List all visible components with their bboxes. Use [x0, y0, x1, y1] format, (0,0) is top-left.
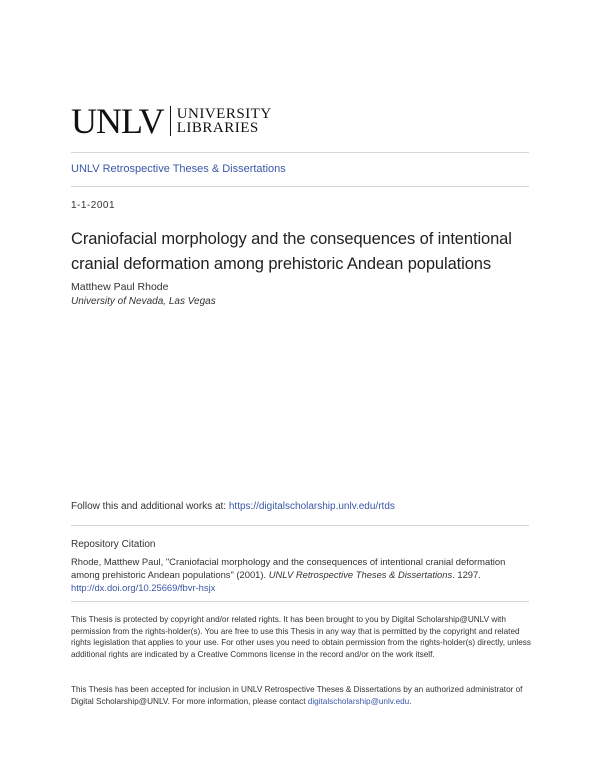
unlv-libraries-logo: [71, 101, 272, 141]
acceptance-end: .: [409, 696, 412, 706]
citation-heading: Repository Citation: [71, 539, 156, 550]
follow-works: [71, 501, 395, 512]
rights-statement: This Thesis is protected by copyright and/or related rights. It has been brought to you by Digital Scholarship@UNLV with permission from the rights-holder(s). You are free to use this Thesis in any way that is permitted by the copyright and related rights legislation that applies to your use. For other uses you need to obtain permission from the rights-holder(s) directly, unless additional rights are indicated by a Creative Commons license in the record and/or on the work itself.: [71, 615, 531, 659]
citation-main: Rhode, Matthew Paul, "Craniofacial morphology and the consequences of intentional cranial deformation among prehistoric Andean populations" (2001).: [71, 556, 506, 580]
divider-collection: [71, 186, 529, 187]
thesis-title: Craniofacial morphology and the consequences of intentional cranial deformation among prehistoric Andean populations: [71, 230, 512, 273]
follow-text: Follow this and additional works at:: [71, 501, 229, 512]
acceptance-text: This Thesis has been accepted for inclusion in UNLV Retrospective Theses & Dissertations by an authorized administrator of Digital Scholarship@UNLV. For more information, please contact: [71, 685, 523, 706]
logo-line-university: UNIVERSITY: [176, 106, 272, 122]
author-affiliation: University of Nevada, Las Vegas: [71, 296, 216, 307]
citation-number: . 1297.: [452, 569, 481, 580]
logo-line-libraries: LIBRARIES: [176, 120, 259, 136]
logo-wordmark: UNLV: [71, 101, 164, 141]
citation-text: [71, 555, 531, 594]
citation-series: UNLV Retrospective Theses & Dissertations: [268, 569, 453, 580]
divider-follow: [71, 525, 529, 526]
acceptance-statement: [71, 684, 533, 707]
follow-link[interactable]: https://digitalscholarship.unlv.edu/rtds: [228, 501, 395, 512]
logo-subtitle: [177, 107, 272, 135]
divider-top: [71, 152, 529, 153]
contact-email-link[interactable]: digitalscholarship@unlv.edu: [307, 696, 410, 706]
citation-doi-link[interactable]: http://dx.doi.org/10.25669/fbvr-hsjx: [71, 582, 216, 593]
author-name: Matthew Paul Rhode: [71, 281, 169, 293]
divider-citation: [71, 601, 529, 602]
logo-divider: [170, 106, 171, 136]
publication-date: 1-1-2001: [71, 200, 116, 211]
collection-link[interactable]: UNLV Retrospective Theses & Dissertations: [71, 163, 286, 175]
